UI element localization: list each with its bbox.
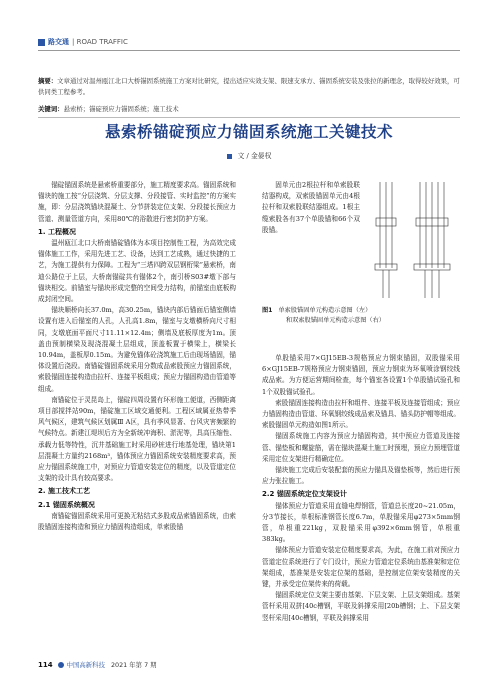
- page-number: 114: [38, 660, 53, 669]
- paragraph: 锚体预应力管道采用直缝电焊钢管，管道总长度20~21.05m，分3节接长，单根标准钢管长度6.7m，单股锚采用φ273×5mm钢管，单根重221kg，双股锚采用φ392×6mm钢管，单根重383kg。: [262, 501, 460, 544]
- figure-caption: [262, 306, 460, 325]
- right-column-top: [262, 180, 360, 236]
- subsection-heading: 2.1 锚固系统概况: [38, 500, 95, 509]
- paragraph: 锚固系统定位支架主要由基架、下层支架、上层支架组成。基架管杆采用双拼[40c槽钢，平联及斜撑采用[20b槽钢；上、下层支架竖杆采用[40c槽钢，平联及斜撑采用: [262, 591, 460, 622]
- author-name: 文 / 金晏权: [237, 152, 272, 160]
- paragraph: 锚体预应力管道安装定位精度要求高，为此，在施工前对预应力管道定位系统进行了专门设计，预应力管道定位系统由基准架和定位架组成，基准架是安装定位架的基础，是控制定位架安装精度的关键，并承受定位架传来的荷载。: [262, 546, 460, 589]
- magazine-name: 中国高新科技: [66, 661, 105, 669]
- keywords-text: 悬索桥；锚碇预应力锚固系统；施工技术: [63, 105, 179, 113]
- section-logo-icon: [38, 39, 45, 46]
- paragraph: 南锚碇位于灵昆岛上，锚碇四周设置有环形施工便道，西侧距离项目部搅拌站90m，锚碇施工区域交通便利。工程区域属亚热带季风气候区，建筑气候区划属Ⅲ A区，具有季风显著、台风灾害频繁的气候特点。新建江堤坝后方为全新统冲海积、淤泥等，具高压缩性、承载力低等特性，沉井基础施工时采用砂桩进行地基处理，锚块第1层混凝土方量约2168m³，锚体预应力锚固系统安装精度要求高，预应力锚固系统施工中，对预应力管道安装定位的精度，以及管道定位支架的设计具有较高要求。: [38, 395, 236, 483]
- magazine-logo-icon: [58, 662, 64, 668]
- anchor-unit-drawing: [370, 178, 460, 302]
- author-line: [0, 150, 498, 160]
- paragraph: 南锚碇锚固系统采用可更换无粘结式多股成品索锚固系统，由索股锚固连接构造和预应力锚固构造组成，单索股锚: [38, 511, 236, 532]
- section-name: 路交通: [48, 38, 69, 46]
- paragraph: 温州瓯江北口大桥南锚碇锚体为本项目控制性工程，为高效完成锚体施工工作，采用先进工艺、设备，达到工艺成熟，通过快捷的工艺，为施工提供有力保障。工程为“三塔四跨双层钢桁梁”悬索桥，南迪公路位于上层，大桥南锚碇共有锚体2个，南引桥S03#墩下部与锚块相交。前锚室与锚块形成完整的空间受力结构，前锚室由底板构成封闭空间。: [38, 239, 236, 304]
- paragraph: 索股锚固连接构造由拉杆和组件、连接平板及连接管组成；预应力锚固构造由管道、环氧钢绞线成品索及锚具、锚头防护帽等组成。索股锚固单元构造如图1所示。: [262, 398, 460, 430]
- section-heading: 1. 工程概况: [38, 227, 76, 236]
- issue-label: 2021 年第 7 期: [110, 661, 157, 669]
- paragraph: 固单元由2根拉杆和单索股联结器构成，双索股锚固单元由4根拉杆和双索股联结器组成。1根主缆索股各有37个单股锚和66个双股锚。: [262, 181, 360, 234]
- paragraph: 锚固系统施工内容为预应力锚固构造，其中预应力管道及连接管、锚垫板和螺旋筋，需在锚块混凝土施工时预埋，预应力预埋管道采用定位支架进行精确定位。: [262, 432, 460, 463]
- anchor-unit-figure: [370, 178, 460, 302]
- left-column: [38, 180, 236, 533]
- paragraph: 锚碇锚固系统是悬索桥重要部分，施工精度要求高。锚固系统和锚块的施工按“分层浇筑、分层支撑、分段接管、实时监控”的方案实施，即：分层浇筑锚块混凝土、分节拼装定位支架、分段接长预应力管道、测量管道方向，采用80℃的浴散进行密封防护方案。: [38, 181, 236, 223]
- abstract-label: 摘要：: [38, 77, 58, 85]
- author-square-icon: [227, 154, 232, 159]
- paragraph: 锚块顺桥向长37.0m，高30.25m，锚块内部后锚面后锚室侧墙设置有进入后锚室的人孔，人孔高1.8m，锚室与支墩横桥向尺寸相同，支墩底面平面尺寸11.11×12.4m；侧墙及底板厚度为1m。顶盖由预制横梁及现浇混凝土层组成，顶盖板置于横梁上，横梁长10.94m，盖板厚0.15m。为避免锚体砼浇筑施工后由现场锚固，锚体设置后浇段。南锚碇锚固系统采用分数成品索股预应力锚固系统，索股锚固连接构造由拉杆、连接平板组成；预应力锚固构造由管道等组成。: [38, 306, 236, 393]
- figure-caption-line1: 单索股锚固单元构造示意图（左）: [278, 307, 372, 314]
- paragraph: 单股锚采用7×GJ15EB-3规格预应力钢束锚固，双股锚采用6×GJ15EB-7规格预应力钢束锚固，预应力钢束为环氧喷涂钢绞线成品索。为方便运营期间检查，每个锚室各设置1个单股锚试验孔和1个双股锚试验孔。: [262, 354, 460, 396]
- subsection-heading: 2.2 锚固系统定位支架设计: [262, 490, 347, 499]
- figure-caption-line2: 和双索股锚固单元构造示意图（右）: [286, 316, 385, 324]
- keywords: [38, 104, 460, 115]
- header-divider: [38, 50, 460, 51]
- abstract: [38, 76, 460, 98]
- page-header: [38, 36, 128, 48]
- article-title: 悬索桥锚碇预应力锚固系统施工关键技术: [104, 123, 393, 141]
- abstract-text: 文章通过对温州瓯江北口大桥锚固系统施工方案对比研究，提出适应实效支架、限速支承方、锚固系统安装及张拉的新理念，取得较好效果，可供同类工程参考。: [38, 77, 460, 96]
- right-column: [262, 353, 460, 624]
- section-heading: 2. 施工技术工艺: [38, 487, 90, 496]
- paragraph: 锚块施工完成后安装配套的预应力锚具及锚垫板等，然后进行预应力张拉施工。: [262, 466, 460, 486]
- keywords-label: 关键词：: [38, 105, 64, 113]
- section-name-en: | ROAD TRAFFIC: [72, 38, 128, 46]
- abstract-divider: [38, 117, 460, 118]
- figure-label: 图1: [262, 307, 273, 314]
- page-footer: [38, 660, 157, 669]
